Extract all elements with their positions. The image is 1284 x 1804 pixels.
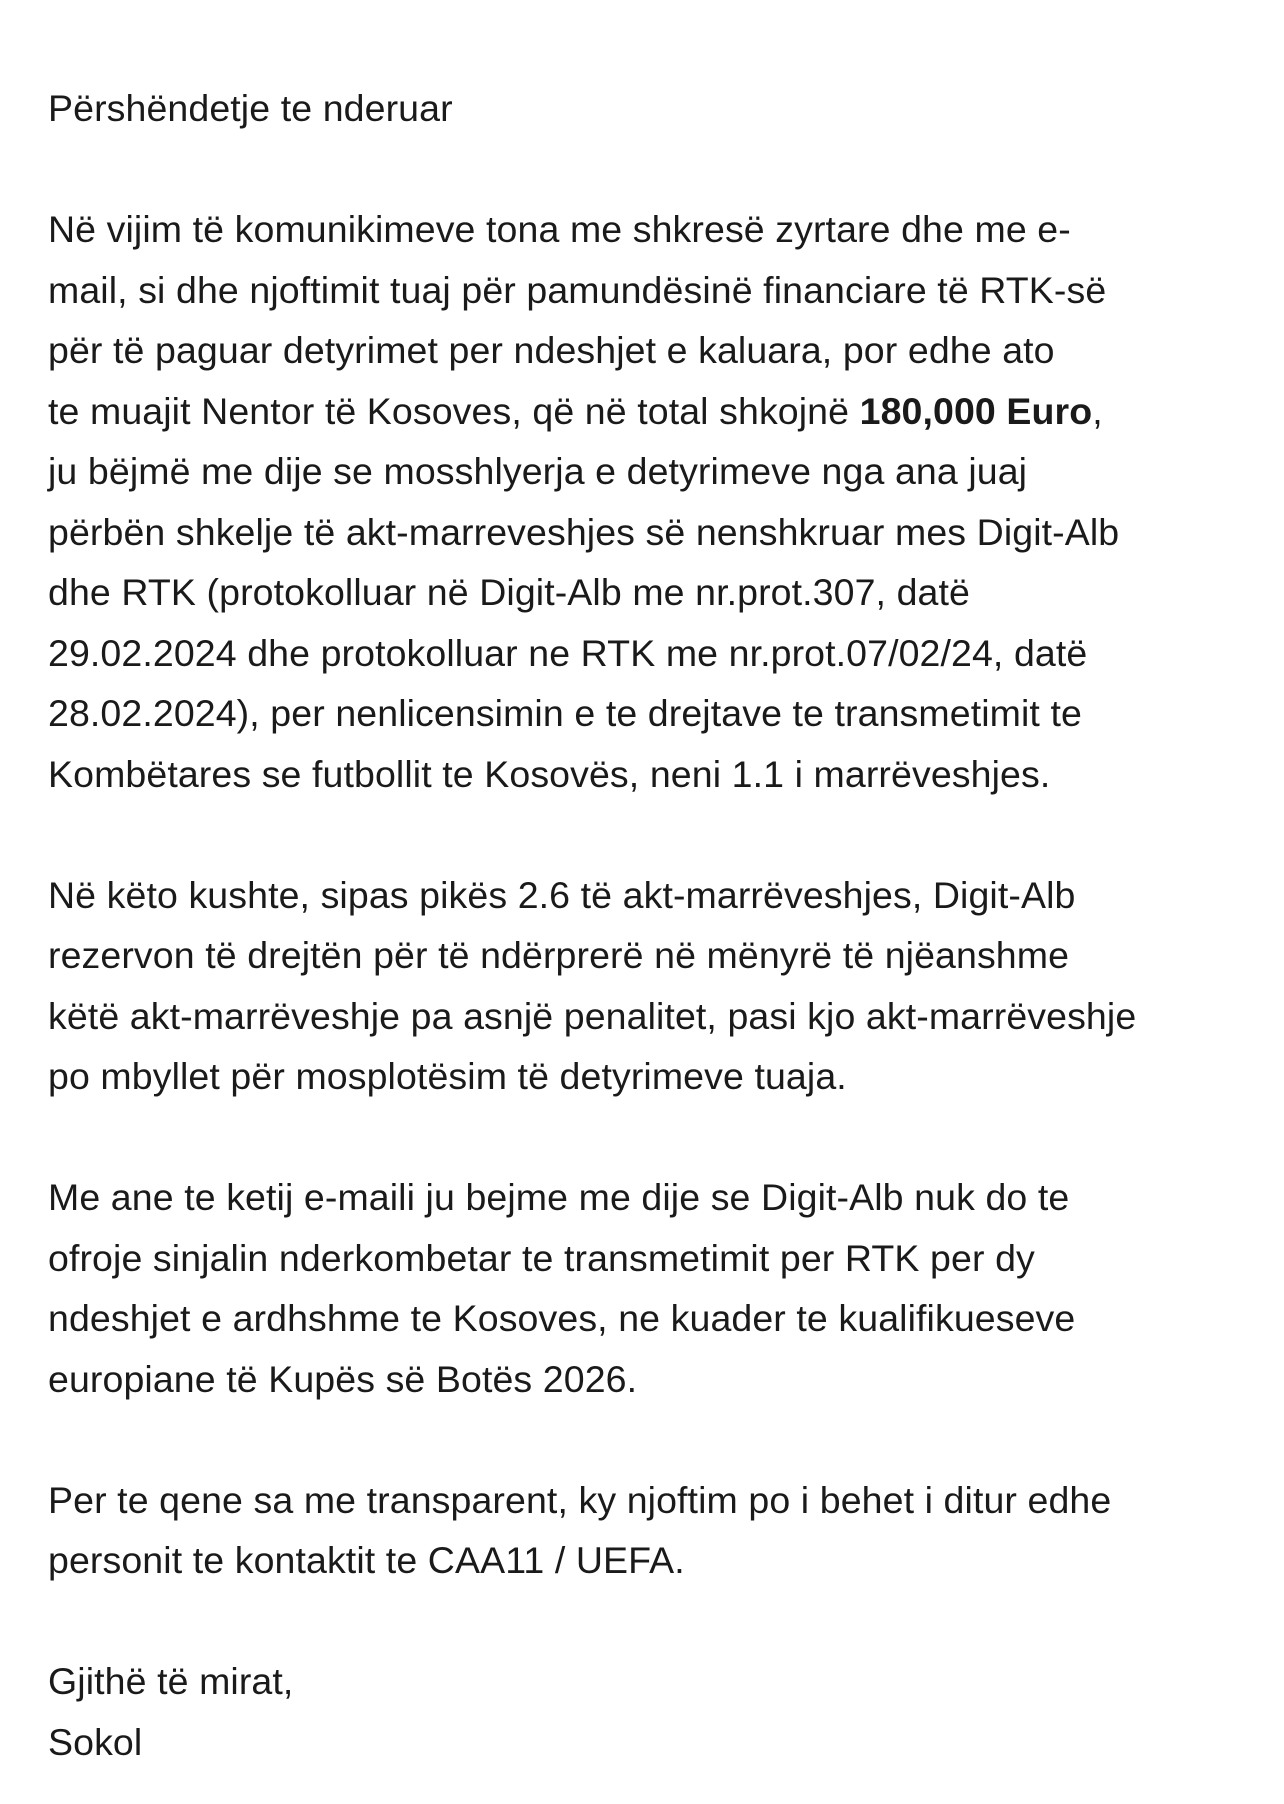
closing-line: Gjithë të mirat, — [48, 1660, 294, 1702]
paragraph-1-line-5: ju bëjmë me dije se mosshlyerja e detyrimeve nga ana juaj — [48, 450, 1028, 492]
paragraph-3-line-3: ndeshjet e ardhshme te Kosoves, ne kuader te kualifikueseve — [48, 1297, 1076, 1339]
paragraph-2-line-3: këtë akt-marrëveshje pa asnjë penalitet, pasi kjo akt-marrëveshje — [48, 994, 1137, 1037]
paragraph-2 — [48, 865, 1238, 1107]
paragraph-1-line-4 — [48, 381, 1238, 442]
line-4-text-before: te muajit Nentor të Kosoves, që në total shkojnë — [48, 389, 860, 432]
paragraph-4 — [48, 1470, 1238, 1591]
line-4-text-after: , — [1092, 389, 1103, 432]
amount-highlight: 180,000 Euro — [859, 389, 1093, 432]
paragraph-3-line-2: ofroje sinjalin nderkombetar te transmetimit per RTK per dy — [48, 1236, 1035, 1279]
paragraph-spacer — [48, 1409, 1238, 1470]
paragraph-2-line-2: rezervon të drejtën për të ndërprerë në mënyrë të njëanshme — [48, 934, 1070, 976]
paragraph-spacer — [48, 1107, 1238, 1168]
paragraph-spacer — [48, 139, 1238, 200]
paragraph-spacer — [48, 804, 1238, 865]
paragraph-1-line-3: për të paguar detyrimet per ndeshjet e kaluara, por edhe ato — [48, 329, 1055, 371]
paragraph-3-line-1: Me ane te ketij e-maili ju bejme me dije se Digit-Alb nuk do te — [48, 1176, 1070, 1218]
paragraph-4-line-2: personit te kontaktit te CAA11 / UEFA. — [48, 1539, 685, 1581]
paragraph-1-line-7: dhe RTK (protokolluar në Digit-Alb me nr.prot.307, datë — [48, 571, 970, 613]
greeting-line: Përshëndetje te nderuar — [48, 87, 453, 129]
sign-off — [48, 1651, 1238, 1772]
paragraph-1-line-2: mail, si dhe njoftimit tuaj për pamundësinë financiare të RTK-së — [48, 268, 1107, 311]
paragraph-1-line-8: 29.02.2024 dhe protokolluar ne RTK me nr.prot.07/02/24, datë — [48, 631, 1088, 674]
paragraph-spacer — [48, 1591, 1238, 1652]
greeting — [48, 78, 1238, 139]
paragraph-1-line-6: përbën shkelje të akt-marreveshjes së nenshkruar mes Digit-Alb — [48, 510, 1120, 553]
paragraph-1 — [48, 199, 1238, 804]
paragraph-3 — [48, 1167, 1238, 1409]
paragraph-1-line-10: Kombëtares se futbollit te Kosovës, neni 1.1 i marrëveshjes. — [48, 752, 1051, 795]
paragraph-3-line-4: europiane të Kupës së Botës 2026. — [48, 1357, 638, 1400]
paragraph-1-line-1: Në vijim të komunikimeve tona me shkresë zyrtare dhe me e- — [48, 208, 1071, 250]
letter-body — [48, 78, 1238, 1772]
signature-name: Sokol — [48, 1720, 143, 1763]
paragraph-2-line-4: po mbyllet për mosplotësim të detyrimeve tuaja. — [48, 1055, 847, 1097]
paragraph-4-line-1: Per te qene sa me transparent, ky njoftim po i behet i ditur edhe — [48, 1478, 1112, 1521]
paragraph-2-line-1: Në këto kushte, sipas pikës 2.6 të akt-marrëveshjes, Digit-Alb — [48, 873, 1076, 916]
paragraph-1-line-9: 28.02.2024), per nenlicensimin e te drejtave te transmetimit te — [48, 692, 1082, 734]
